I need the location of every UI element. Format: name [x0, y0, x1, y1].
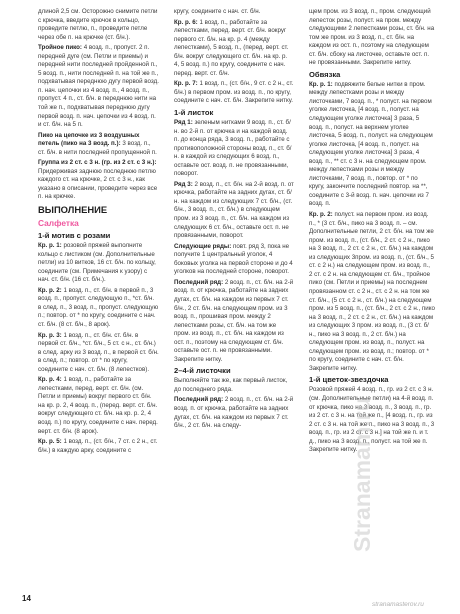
- paragraph: [174, 243, 294, 277]
- paragraph: [38, 159, 159, 202]
- section-heading: ВЫПОЛНЕНИЕ: [38, 204, 108, 216]
- paragraph: [174, 19, 294, 79]
- paragraph-text: 1 возд. п., ст. б/н. ст. б/н. в первой ст. б/н., *ст. б/н., 5 ст. с н., ст. б/н.) в след. арку из 3 возд. п., в первой ст. б/н. в след. п.; повтор. от * по кругу, соедините с нач. ст. б/н. (8 лепестков).: [38, 331, 159, 373]
- block-heading: 1-й мотив с розами: [38, 231, 111, 241]
- block-heading: 2–4-й листочки: [174, 366, 231, 376]
- paragraph: [309, 8, 435, 68]
- watermark-url: stranamasterov.ru: [372, 601, 424, 608]
- paragraph-text: полуст. на первом пром. из возд. п., * (3 ст. б/н., пико на 3 возд. п. – см. Дополнительные петли, 2 ст. б/н. на том же пром. из возд. п., (ст. б/н., 2 ст. с 2 н., пико на 3 возд. п., 2 ст. с 2 н., ст. б/н.) на каждом из следующих 3пром. из возд. п., (ст. б/н., 5 ст. с 2 н.) на следующем пром. из возд. п., 2 ст. с 2 н. на следующем ст. б/н., тройное пико (см. Петли и приемы) на последнем провязанном ст. с 2 н., ст. с 2 н. на том же ст. б/н., (5 ст. с 2 н., ст. б/н.) на следующем пром. из 5 возд. п., (ст. б/н., 2 ст. с 2 н., пико на 3 возд. п., 2 ст. с 2 н., ст. б/н.) на каждом из следующих 3 пром. из возд. п., (3 ст. б/н., пико на 3 возд. п., 2 ст. б/н.) на следующем пром. из возд. п., полуст. на следующем пром. из возд. п.; повтор. от * по кругу, соедините с нач. ст. б/н. Закрепите нитку.: [309, 211, 435, 372]
- paragraph: [174, 396, 294, 430]
- paragraph-lead: Кр. р. 3:: [38, 331, 62, 339]
- paragraph: [38, 44, 159, 129]
- paragraph-text: 2 возд. п., ст. б/н. на 2-й возд. п. от крючка, работайте на задних дугах, ст. б/н. на каждом из первых 7 ст. б/н., 2 ст. б/н. на следующем пром. из 3 возд. п., прошивая пром. между 2 лепестками розы, ст. б/н. на том же пром. из возд. п., ст. б/н. на каждом из ост. п., поэтому на следующем ст. б/н. оставьте ост. п. не провязанными. Закрепите нитку.: [174, 278, 294, 363]
- paragraph-text: 2 возд. п., ст. б/н. на 2-й возд. п. от крючка, работайте на задних дугах, ст. б/н. на каждом из первых 7 ст. б/н., 2 ст. б/н. на следу-: [174, 396, 294, 430]
- paragraph-lead: Кр. р. 2:: [309, 211, 333, 219]
- block-heading: 1-й цветок-звездочка: [309, 375, 389, 385]
- paragraph-lead: Пико на цепочке из 3 воздушных петель (пико на 3 возд. п.):: [38, 131, 140, 148]
- paragraph-lead: Кр. р. 7:: [174, 80, 198, 88]
- paragraph-text: повт. ряд 3, пока не получите 1 центральный уголок, 4 боковых уголка на первой стороне и до 4 уголков на последней стороне, поворот.: [174, 242, 293, 276]
- paragraph-lead: Тройное пико:: [38, 44, 82, 52]
- paragraph-lead: Кр. р. 4:: [38, 376, 62, 384]
- paragraph-text: 2 возд. п., ст. б/н. на 2-й возд. п. от крючка, работайте на задних дугах, ст. б/н. на каждом из следующих 7 ст. б/н., (ст. б/н., 3 возд. п., ст. б/н.) в следующем пром. из 3 возд. п., ст. б/н. на каждом из следующих 6 ст. б/н., оставьте ост. п. не провязанными, поворот.: [174, 180, 294, 240]
- paragraph: [38, 287, 159, 330]
- paragraph-lead: Ряд 1:: [174, 119, 193, 127]
- paragraph-text: 1 возд. п., работайте за лепестками, перед. верт. ст. б/н. вокруг первого ст. б/н. на кр. р. 4 (между лепестками), 5 возд. п., (перед. верт. ст. б/н. вокруг следующего ст. б/н. на кр. р. 4, 5 возд. п.) по кругу, соедините с нач. перед. верт. ст. б/н.: [174, 18, 289, 77]
- block-heading: Обвязка: [309, 69, 341, 79]
- paragraph-lead: Кр. р. 5:: [38, 438, 62, 446]
- paragraph-lead: Последний ряд:: [174, 396, 224, 404]
- paragraph: [38, 332, 159, 375]
- paragraph-text: кругу, соедините с нач. ст. б/н.: [174, 8, 261, 15]
- paragraph-lead: Следующие ряды:: [174, 242, 232, 250]
- paragraph: [174, 377, 294, 394]
- paragraph-text: Розовой пряжей 4 возд. п., гр. из 2 ст. с 3 н. (см. Дополнительные петли) на 4-й возд. п. от крючка, пико на 3 возд. п., 3 возд. п., гр. из 2 ст. с 3 н. на той же п., [4 возд. п., гр. из 2 ст. с 3 н. на той же п., пико на 3 возд. п., 3 возд. п., гр. из 2 ст. с 3 н.] на той же п. и т. д., пико на 3 возд. п., полуст. на той же п. Закрепите нитку.: [309, 386, 435, 454]
- paragraph-text: длиной 2,5 см. Осторожно снимите петли с крючка, введите крючок в кольцо, проведите петлю, п., проведите петле через обе п. на крючке (ст. б/н.).: [38, 8, 158, 41]
- watermark: Stranamam.ru: [349, 397, 375, 552]
- block-heading: 1-й листок: [174, 108, 214, 118]
- paragraph-text: розовой пряжей выполните кольцо с листиком (см. Дополнительные петли) из 10 витков, 16 ст. б/н. по кольцу, соедините (см. Примечания к узору) с нач. ст. б/н. (16 ст. б/н.).: [38, 242, 156, 284]
- column-left: [38, 8, 159, 457]
- paragraph-text: зеленым нитками 9 возд. п., ст. б/н. во 2-й п. от крючка и на каждой возд. п. до конца ряда, 3 возд. п., работайте с противоположной стороны возд. п., ст. б/н. в каждой из следующих 6 возд. п., оставьте ост. возд. п. не провязанными, поворот.: [174, 119, 292, 178]
- paragraph-text: Придерживая заднюю последнюю петлю каждого ст. на крючке, 2 ст. с 3 н., как указано в описании, проведите через все п. на крючке.: [38, 167, 158, 201]
- paragraph-text: 1 возд. п., (ст. б/н., 7 ст. с 2 н., ст. б/н.) в каждую арку, соедините с: [38, 438, 158, 454]
- paragraph: [309, 211, 435, 373]
- paragraph: [174, 80, 294, 106]
- paragraph-text: Выполняйте так же, как первый листок, до последнего ряда.: [174, 377, 288, 393]
- paragraph: [174, 181, 294, 241]
- paragraph-text: 1 возд. п., ст. б/н. в первой п., 3 возд. п., пропуст. следующую п., *ст. б/н. в след. п., 3 возд. п., пропуст. следующую п.; повтор. от * по кругу, соедините с нач. ст. б/н. (8 ст. б/н., 8 арок).: [38, 286, 159, 328]
- paragraph-lead: Кр. р. 1:: [309, 80, 333, 88]
- paragraph: [309, 81, 435, 209]
- paragraph: [174, 279, 294, 364]
- paragraph: [38, 376, 159, 436]
- paragraph: [174, 8, 294, 17]
- paragraph-text: 1 возд. п., (ст. б/н., 9 ст. с 2 н., ст. б/н.) в первом пром. из возд. п., по кругу, соедините с нач. ст. б/н. Закрепите нитку.: [174, 80, 294, 105]
- paragraph: [38, 132, 159, 158]
- subsection-heading: Салфетка: [38, 218, 79, 229]
- paragraph-text: 3 возд. п., ст. б/н. в нити последней пропущенной п.: [38, 140, 157, 156]
- paragraph-text: 4 возд. п., пропуст. 2 п. передней дуге (см. Петли и приемы) и передней нити последней пройденной п., 5 возд. п., нити последней п. на той же п., подхватывая переднюю дугу первой возд. п. нач. цепочки из 4 возд. п., 4 возд. п., пропуст. 4 п., ст. б/н. в переднюю нити на той же п., подхватывая переднюю дугу первой возд. п. нач. цепочки из 4 возд. п. и ст. б/н. на 5 п.: [38, 44, 159, 129]
- paragraph-lead: Кр. р. 1:: [38, 242, 62, 250]
- column-right: [309, 8, 435, 457]
- paragraph-lead: Последний ряд:: [174, 278, 224, 286]
- paragraph: [174, 119, 294, 179]
- paragraph-lead: Группа из 2 ст. с 3 н. (гр. из 2 ст. с 3 н.):: [38, 159, 157, 167]
- paragraph: [38, 438, 159, 455]
- paragraph-text: щем пром. из 3 возд. п., пром. следующий лепесток розы, полуст. на пром. между следующими 2 лепестками розы, ст. б/н. на том же пром. из 3 возд. п., ст. б/н. на каждом из ост. п., поэтому на следующем ст. б/н. сбоку на листочке, оставьте ост. п. не провязанными. Закрепите нитку.: [309, 8, 435, 67]
- paragraph-text: 1 возд. п., работайте за лепестками, перед. верт. ст. б/н. (см. Петли и приемы) вокруг первого ст. б/н. на кр. р. 2, 4 возд. п., (перед. верт. ст. б/н. вокруг следующего ст. б/н. на кр. р. 2, 4 возд. п.) по кругу, соедините с нач. перед. верт. ст. б/н. (8 арок).: [38, 376, 158, 435]
- page-number: 14: [22, 594, 31, 603]
- column-middle: [174, 8, 294, 433]
- paragraph-lead: Кр. р. 6:: [174, 18, 198, 26]
- paragraph-lead: Кр. р. 2:: [38, 286, 62, 294]
- paragraph-text: подвяжите белые нитки в пром. между лепестками розы и между листочками, 7 возд. п., * полуст. на первом уголке листочка, [4 возд. п., полуст. на следующем уголке листочка] 3 раза, 5 возд. п., полуст. на верхнем уголке листочка, 5 возд. п., полуст. на следующем уголке листочка, [4 возд. п., полуст. на следующем уголке листочка] 3 раза, 4 возд. п., ** ст. с 3 н. на следующем пром. между лепестками розы и между листочками, 7 возд. п., повтор. от * по кругу, закончите последний повтор. на **, соедините с 3-й возд. п. нач. цепочки из 7 возд. п.: [309, 80, 433, 208]
- paragraph: [38, 8, 159, 42]
- paragraph: [38, 242, 159, 285]
- paragraph-lead: Ряд 3:: [174, 180, 193, 188]
